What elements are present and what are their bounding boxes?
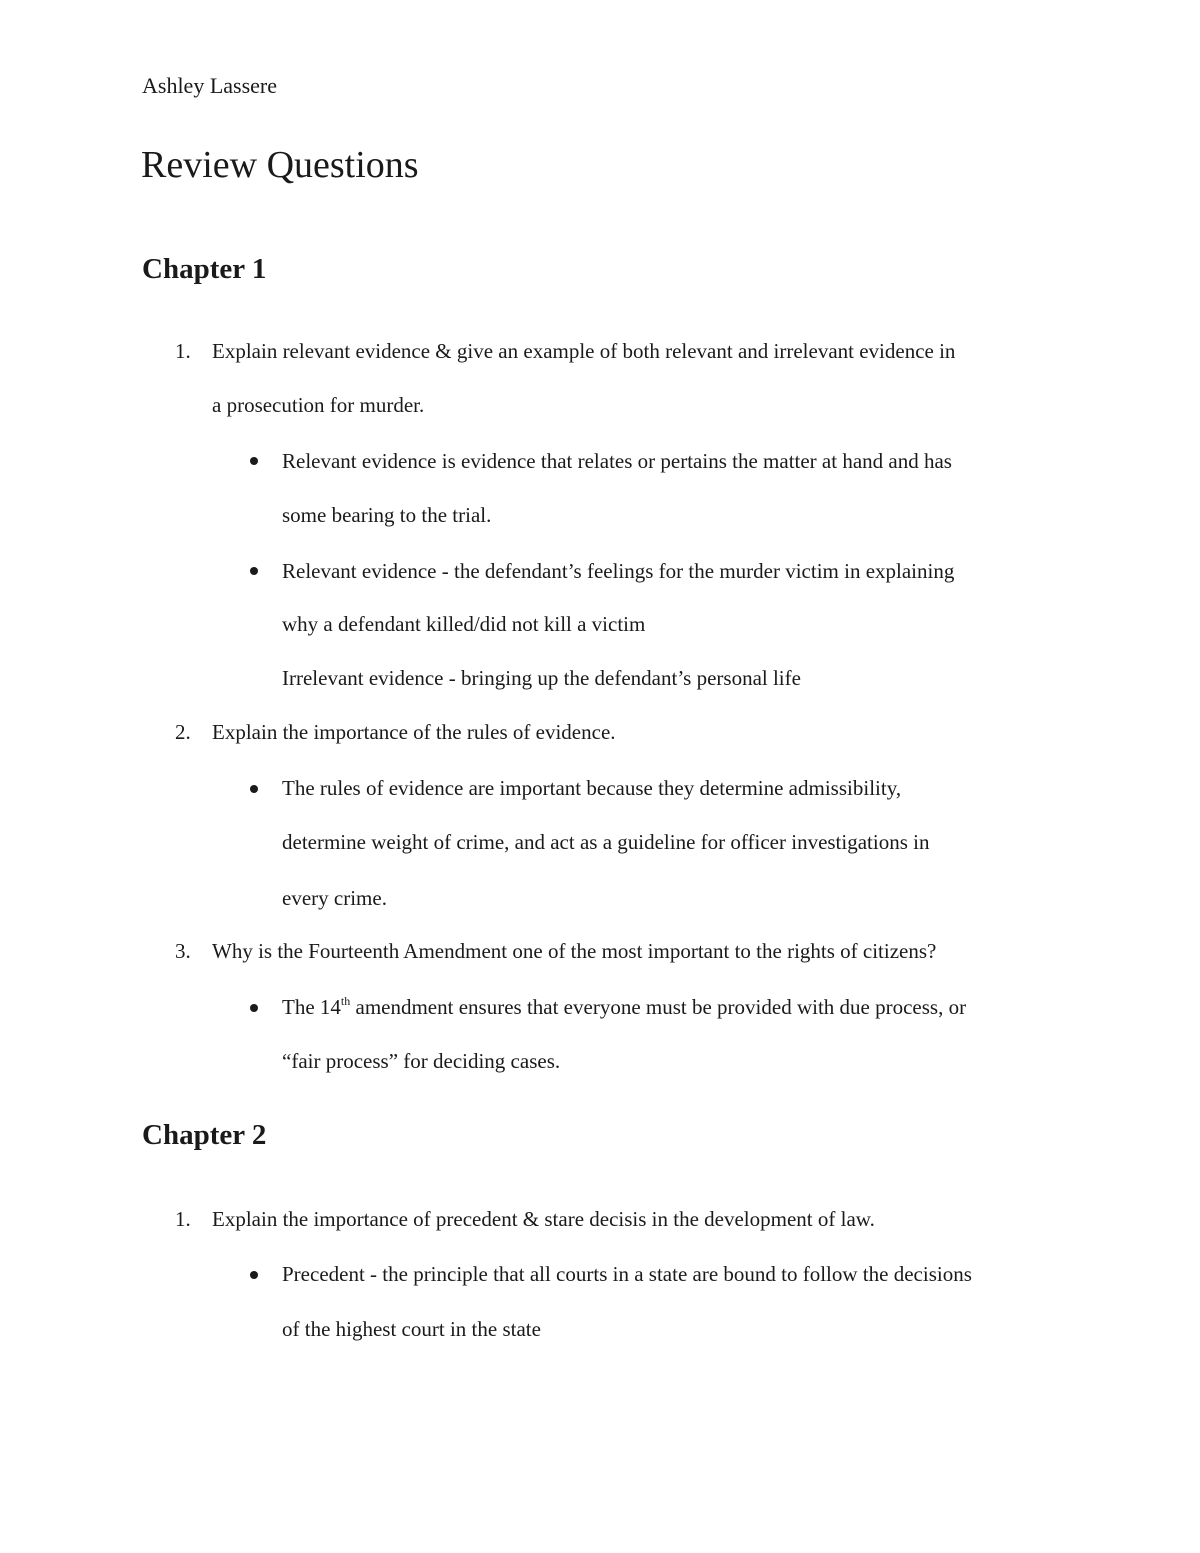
answer-text-part: The 14: [282, 995, 341, 1019]
answer-text: determine weight of crime, and act as a guideline for officer investigations in: [282, 830, 930, 854]
author-name: Ashley Lassere: [142, 73, 278, 98]
question-text: Explain the importance of precedent & stare decisis in the development of law.: [212, 1207, 875, 1231]
question-number: 1.: [175, 339, 191, 363]
answer-text: of the highest court in the state: [282, 1317, 541, 1341]
answer-text: Irrelevant evidence - bringing up the defendant’s personal life: [282, 666, 801, 690]
answer-text: some bearing to the trial.: [282, 503, 492, 527]
question-number: 1.: [175, 1207, 191, 1231]
bullet-icon: [250, 1004, 258, 1012]
bullet-icon: [250, 567, 258, 575]
answer-text: Relevant evidence - the defendant’s feelings for the murder victim in explaining: [282, 559, 955, 583]
answer-text-part: amendment ensures that everyone must be provided with due process, or: [350, 995, 967, 1019]
answer-text: Relevant evidence is evidence that relates or pertains the matter at hand and has: [282, 449, 952, 473]
answer-text: Precedent - the principle that all courts in a state are bound to follow the decisions: [282, 1262, 972, 1286]
chapter-heading: Chapter 2: [142, 1119, 267, 1151]
question-number: 2.: [175, 720, 191, 744]
question-text: a prosecution for murder.: [212, 393, 425, 417]
question-text: Explain the importance of the rules of evidence.: [212, 720, 616, 744]
answer-text: every crime.: [282, 886, 387, 910]
bullet-icon: [250, 785, 258, 793]
bullet-icon: [250, 457, 258, 465]
ordinal-superscript: th: [340, 994, 351, 1008]
bullet-icon: [250, 1271, 258, 1279]
question-text: Explain relevant evidence & give an example of both relevant and irrelevant evidence in: [212, 339, 956, 363]
question-number: 3.: [175, 939, 191, 963]
answer-text: [282, 993, 966, 1021]
answer-text: “fair process” for deciding cases.: [282, 1049, 561, 1073]
question-text: Why is the Fourteenth Amendment one of the most important to the rights of citizens?: [212, 939, 937, 963]
page-title: Review Questions: [141, 144, 419, 186]
answer-text: The rules of evidence are important because they determine admissibility,: [282, 776, 902, 800]
chapter-heading: Chapter 1: [142, 253, 267, 285]
answer-text: why a defendant killed/did not kill a victim: [282, 612, 646, 636]
